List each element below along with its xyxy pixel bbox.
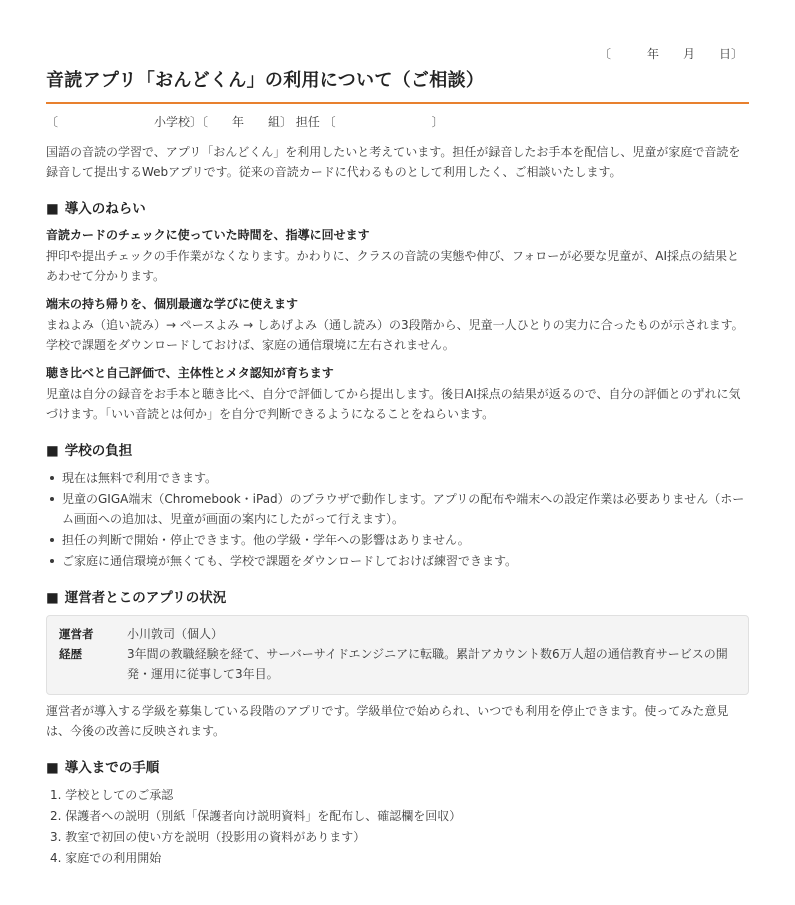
section-heading-text: 運営者とこのアプリの状況 — [64, 590, 227, 606]
title-divider — [46, 102, 749, 104]
document-body — [46, 142, 749, 869]
page-title: 音読アプリ「おんどくん」の利用について（ご相談） — [46, 70, 485, 91]
date-field: 〔 年 月 日〕 — [598, 47, 743, 61]
operator-note: 運営者が導入する学級を募集している段階のアプリです。学級単位で始められ、いつでも利用を停止できます。使ってみた意見は、今後の改善に反映されます。 — [46, 704, 729, 738]
step-item: 1. 学校としてのご承認 — [50, 788, 174, 802]
square-bullet-icon: ■ — [46, 201, 59, 217]
operator-key: 運営者 — [59, 627, 94, 641]
step-item: 2. 保護者への説明（別紙「保護者向け説明資料」を配布し、確認欄を回収） — [50, 809, 462, 823]
square-bullet-icon: ■ — [46, 590, 59, 606]
operator-row — [59, 624, 736, 644]
aim-item — [46, 226, 749, 286]
aim-body: 児童は自分の録音をお手本と聴き比べ、自分で評価してから提出します。後日AI採点の結果が返るので、自分の評価とのずれに気づけます。「いい音読とは何か」を自分で判断できるようになることをねらいます。 — [46, 387, 741, 421]
step-item: 3. 教室で初回の使い方を説明（投影用の資料があります） — [50, 830, 366, 844]
section-heading-operator — [46, 587, 749, 609]
section-heading-text: 導入までの手順 — [64, 760, 160, 776]
square-bullet-icon: ■ — [46, 443, 59, 459]
aim-item — [46, 364, 749, 424]
aim-body: まねよみ（追い読み）→ ペースよみ → しあげよみ（通し読み）の3段階から、児童一人ひとりの実力に合ったものが示されます。学校で課題をダウンロードしておけば、家庭の通信環境に左右されません。 — [46, 318, 744, 352]
aim-body: 押印や提出チェックの手作業がなくなります。かわりに、クラスの音読の実態や伸び、フォローが必要な児童が、AI採点の結果とあわせて分かります。 — [46, 249, 739, 283]
list-item: 現在は無料で利用できます。 — [46, 468, 749, 488]
list-item: 担任の判断で開始・停止できます。他の学級・学年への影響はありません。 — [46, 530, 749, 550]
intro-paragraph: 国語の音読の学習で、アプリ「おんどくん」を利用したいと考えています。担任が録音したお手本を配信し、児童が家庭で音読を録音して提出するWebアプリです。従来の音読カードに代わるものとして利用したく、ご相談いたします。 — [46, 145, 741, 179]
career-value: 3年間の教職経験を経て、サーバーサイドエンジニアに転職。累計アカウント数6万人超の通信教育サービスの開発・運用に従事して3年目。 — [127, 647, 728, 681]
aim-item — [46, 295, 749, 355]
list-item: ご家庭に通信環境が無くても、学校で課題をダウンロードしておけば練習できます。 — [46, 551, 749, 571]
section-heading-steps — [46, 757, 749, 779]
section-heading-text: 学校の負担 — [64, 443, 133, 459]
operator-info-box — [46, 615, 749, 695]
aim-title: 音読カードのチェックに使っていた時間を、指導に回せます — [46, 228, 370, 242]
aim-title: 聴き比べと自己評価で、主体性とメタ認知が育ちます — [46, 366, 334, 380]
section-heading-text: 導入のねらい — [64, 201, 146, 217]
operator-value: 小川敦司（個人） — [127, 627, 224, 641]
list-item: 児童のGIGA端末（Chromebook・iPad）のブラウザで動作します。アプリの配布や端末への設定作業は必要ありません（ホーム画面への追加は、児童が画面の案内にしたがって行えます）。 — [46, 489, 749, 529]
section-heading-aims — [46, 198, 749, 220]
class-teacher-field: 〔 小学校〕〔 年 組〕 担任 〔 〕 — [46, 115, 444, 129]
step-item: 4. 家庭での利用開始 — [50, 851, 162, 865]
square-bullet-icon: ■ — [46, 760, 59, 776]
career-row — [59, 644, 736, 684]
burden-list — [46, 468, 749, 571]
section-heading-burden — [46, 440, 749, 462]
career-key: 経歴 — [59, 647, 82, 661]
aim-title: 端末の持ち帰りを、個別最適な学びに使えます — [46, 297, 299, 311]
steps-list — [46, 785, 749, 868]
